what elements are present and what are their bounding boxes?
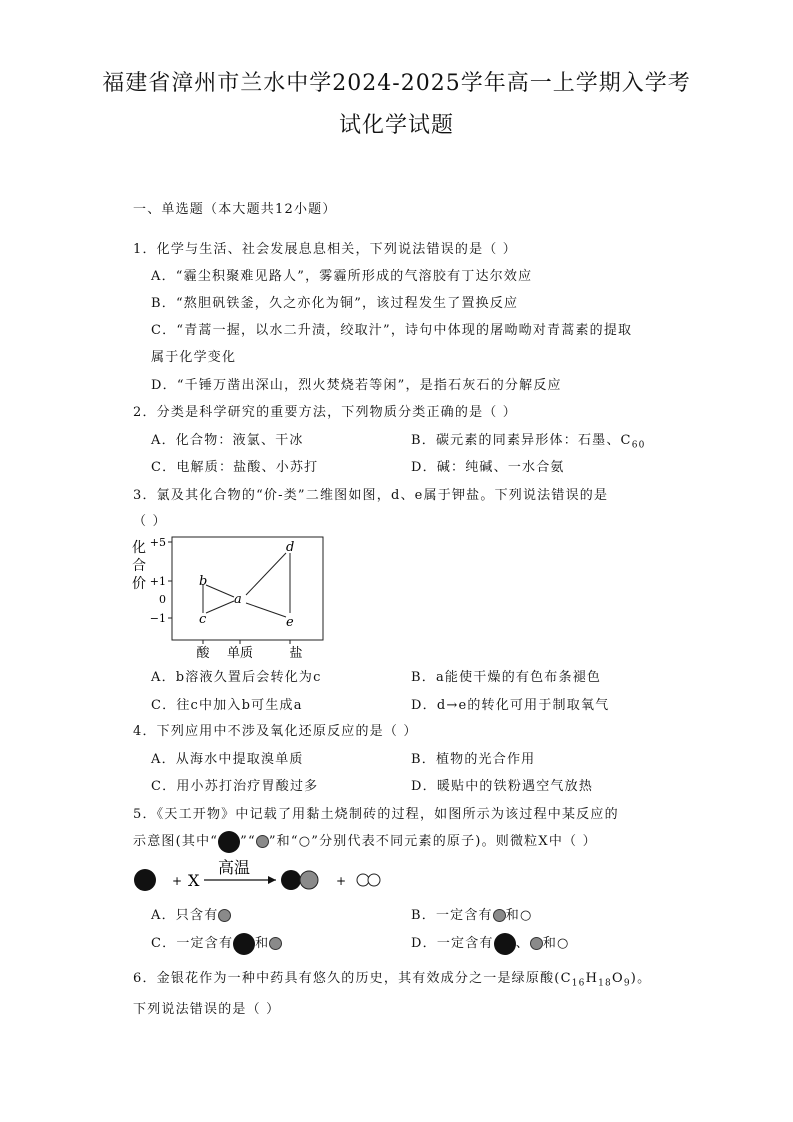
valence-class-diagram bbox=[128, 533, 328, 661]
product-open-atom-icon bbox=[368, 874, 380, 886]
q2-option-b-subscript: 60 bbox=[631, 440, 646, 451]
formula-h-count: 18 bbox=[598, 978, 612, 989]
q3-option-d-pre: D．d bbox=[411, 698, 447, 713]
ytick-plus5: +5 bbox=[149, 536, 166, 549]
q5-option-c-text: C．一定含有 bbox=[151, 936, 234, 951]
q4-option-b: B．植物的光合作用 bbox=[411, 752, 536, 767]
q3-option-d-post: e的转化可用于制取氧气 bbox=[458, 698, 610, 713]
q3-option-b: B．a能使干燥的有色布条褪色 bbox=[411, 670, 602, 685]
gray-atom-icon bbox=[256, 835, 269, 848]
q3-paren: （ ） bbox=[133, 514, 167, 529]
q5-option-b bbox=[411, 904, 533, 923]
reaction-condition: 高温 bbox=[218, 858, 251, 877]
reactant-x: X bbox=[188, 871, 200, 890]
reaction-arrowhead-icon bbox=[268, 876, 276, 884]
q3-stem: 3．氯及其化合物的“价-类”二维图如图，d、e属于钾盐。下列说法错误的是 bbox=[133, 488, 609, 503]
q5-option-c-mid: 和 bbox=[255, 936, 270, 951]
q5-option-d bbox=[411, 932, 570, 955]
gray-atom-icon bbox=[218, 909, 231, 922]
q5-stem2-mid1: ”“ bbox=[240, 834, 256, 849]
q5-option-d-text: D．一定含有 bbox=[411, 936, 494, 951]
q5-option-b-text: B．一定含有 bbox=[411, 908, 493, 923]
q5-option-b-mid: 和○ bbox=[505, 908, 533, 923]
q1-option-c: C．“青蒿一握，以水二升渍，绞取汁”，诗句中体现的屠呦呦对青蒿素的提取 bbox=[151, 323, 633, 338]
chart-ylabel-char1: 化 bbox=[132, 540, 146, 556]
formula-o-count: 9 bbox=[623, 978, 631, 989]
arrow-icon: → bbox=[446, 698, 459, 713]
edge-a-e bbox=[246, 603, 286, 617]
point-a: a bbox=[234, 592, 242, 607]
q1-option-b: B．“熬胆矾铁釜，久之亦化为铜”，该过程发生了置换反应 bbox=[151, 296, 519, 311]
product-black-atom-icon bbox=[281, 870, 301, 890]
page-title-line2: 试化学试题 bbox=[338, 113, 454, 138]
black-atom-icon bbox=[494, 933, 516, 955]
ytick-minus1: −1 bbox=[149, 612, 166, 625]
chart-ylabel-char3: 价 bbox=[132, 576, 146, 592]
section-heading: 一、单选题（本大题共12小题） bbox=[133, 202, 337, 217]
q5-option-d-mid: 、 bbox=[515, 936, 530, 951]
point-d: d bbox=[286, 540, 295, 555]
q6-stem-pre: 6．金银花作为一种中药具有悠久的历史，其有效成分之一是绿原酸 bbox=[133, 971, 555, 986]
q5-stem2-pre: 示意图(其中“ bbox=[133, 834, 219, 849]
reaction-plus-1: + bbox=[172, 874, 183, 888]
q5-option-c bbox=[151, 932, 282, 955]
ytick-zero: 0 bbox=[159, 593, 166, 606]
q2-option-b-text: B．碳元素的同素异形体：石墨、C bbox=[411, 433, 632, 448]
ytick-plus1: +1 bbox=[149, 575, 166, 588]
reaction-diagram bbox=[128, 856, 398, 896]
q1-option-a: A．“霾尘积聚难见路人”，雾霾所形成的气溶胶有丁达尔效应 bbox=[151, 269, 533, 284]
q4-stem: 4．下列应用中不涉及氧化还原反应的是（ ） bbox=[133, 724, 418, 739]
formula-h: H bbox=[585, 971, 599, 986]
q4-option-c: C．用小苏打治疗胃酸过多 bbox=[151, 779, 319, 794]
q6-formula: $(C_{16}H_{18}O_9)$ bbox=[554, 971, 638, 989]
point-e: e bbox=[286, 615, 294, 630]
chart-ylabel-char2: 合 bbox=[132, 558, 146, 574]
q2-stem: 2．分类是科学研究的重要方法，下列物质分类正确的是（ ） bbox=[133, 405, 518, 420]
q5-option-a-text: A．只含有 bbox=[151, 908, 219, 923]
q6-stem-post: 。 bbox=[637, 971, 652, 986]
formula-c-count: 16 bbox=[571, 978, 586, 989]
q3-option-d bbox=[411, 694, 609, 713]
q3-option-a: A．b溶液久置后会转化为c bbox=[151, 670, 322, 685]
q3-option-c: C．往c中加入b可生成a bbox=[151, 698, 303, 713]
gray-atom-icon bbox=[493, 909, 506, 922]
point-c: c bbox=[199, 612, 207, 627]
chart-frame bbox=[172, 537, 323, 640]
q5-stem2-mid2: ”和“○”分别代表不同元素的原子)。则微粒X中（ ） bbox=[268, 834, 597, 849]
q6-stem bbox=[133, 967, 651, 989]
q2-option-c: C．电解质：盐酸、小苏打 bbox=[151, 460, 319, 475]
reaction-plus-2: + bbox=[336, 874, 347, 888]
xlabel-salt: 盐 bbox=[289, 646, 303, 661]
reactant-black-atom-icon bbox=[134, 869, 156, 891]
q1-stem: 1．化学与生活、社会发展息息相关，下列说法错误的是（ ） bbox=[133, 242, 518, 257]
edge-c-a bbox=[206, 601, 234, 613]
gray-atom-icon bbox=[269, 937, 282, 950]
q4-option-d: D．暖贴中的铁粉遇空气放热 bbox=[411, 779, 594, 794]
q1-option-c-cont: 属于化学变化 bbox=[151, 350, 237, 365]
q5-stem-line1: 5．《天工开物》中记载了用黏土烧制砖的过程，如图所示为该过程中某反应的 bbox=[133, 807, 619, 822]
page-title-line1: 福建省漳州市兰水中学2024-2025学年高一上学期入学考 bbox=[102, 71, 691, 96]
q5-option-a bbox=[151, 904, 231, 923]
gray-atom-icon bbox=[530, 937, 543, 950]
q1-option-d: D．“千锤万凿出深山，烈火焚烧若等闲”，是指石灰石的分解反应 bbox=[151, 378, 562, 393]
black-atom-icon bbox=[233, 933, 255, 955]
product-gray-atom-icon bbox=[300, 871, 318, 889]
q4-option-a: A．从海水中提取溴单质 bbox=[151, 752, 304, 767]
xlabel-element: 单质 bbox=[226, 646, 254, 661]
edge-a-d bbox=[246, 553, 286, 595]
product-open-atom-icon bbox=[357, 874, 369, 886]
xlabel-acid: 酸 bbox=[196, 646, 210, 661]
q5-option-d-post: 和○ bbox=[542, 936, 570, 951]
formula-o: O bbox=[611, 971, 624, 986]
q6-stem-line2: 下列说法错误的是（ ） bbox=[133, 1002, 281, 1017]
q2-option-a: A．化合物：液氯、干冰 bbox=[151, 433, 304, 448]
point-b: b bbox=[199, 574, 208, 589]
black-atom-icon bbox=[218, 831, 240, 853]
q5-stem-line2 bbox=[133, 830, 597, 853]
q2-option-b bbox=[411, 429, 646, 451]
edge-b-a bbox=[206, 585, 234, 597]
q2-option-d: D．碱：纯碱、一水合氨 bbox=[411, 460, 565, 475]
formula-c: C bbox=[560, 971, 572, 986]
